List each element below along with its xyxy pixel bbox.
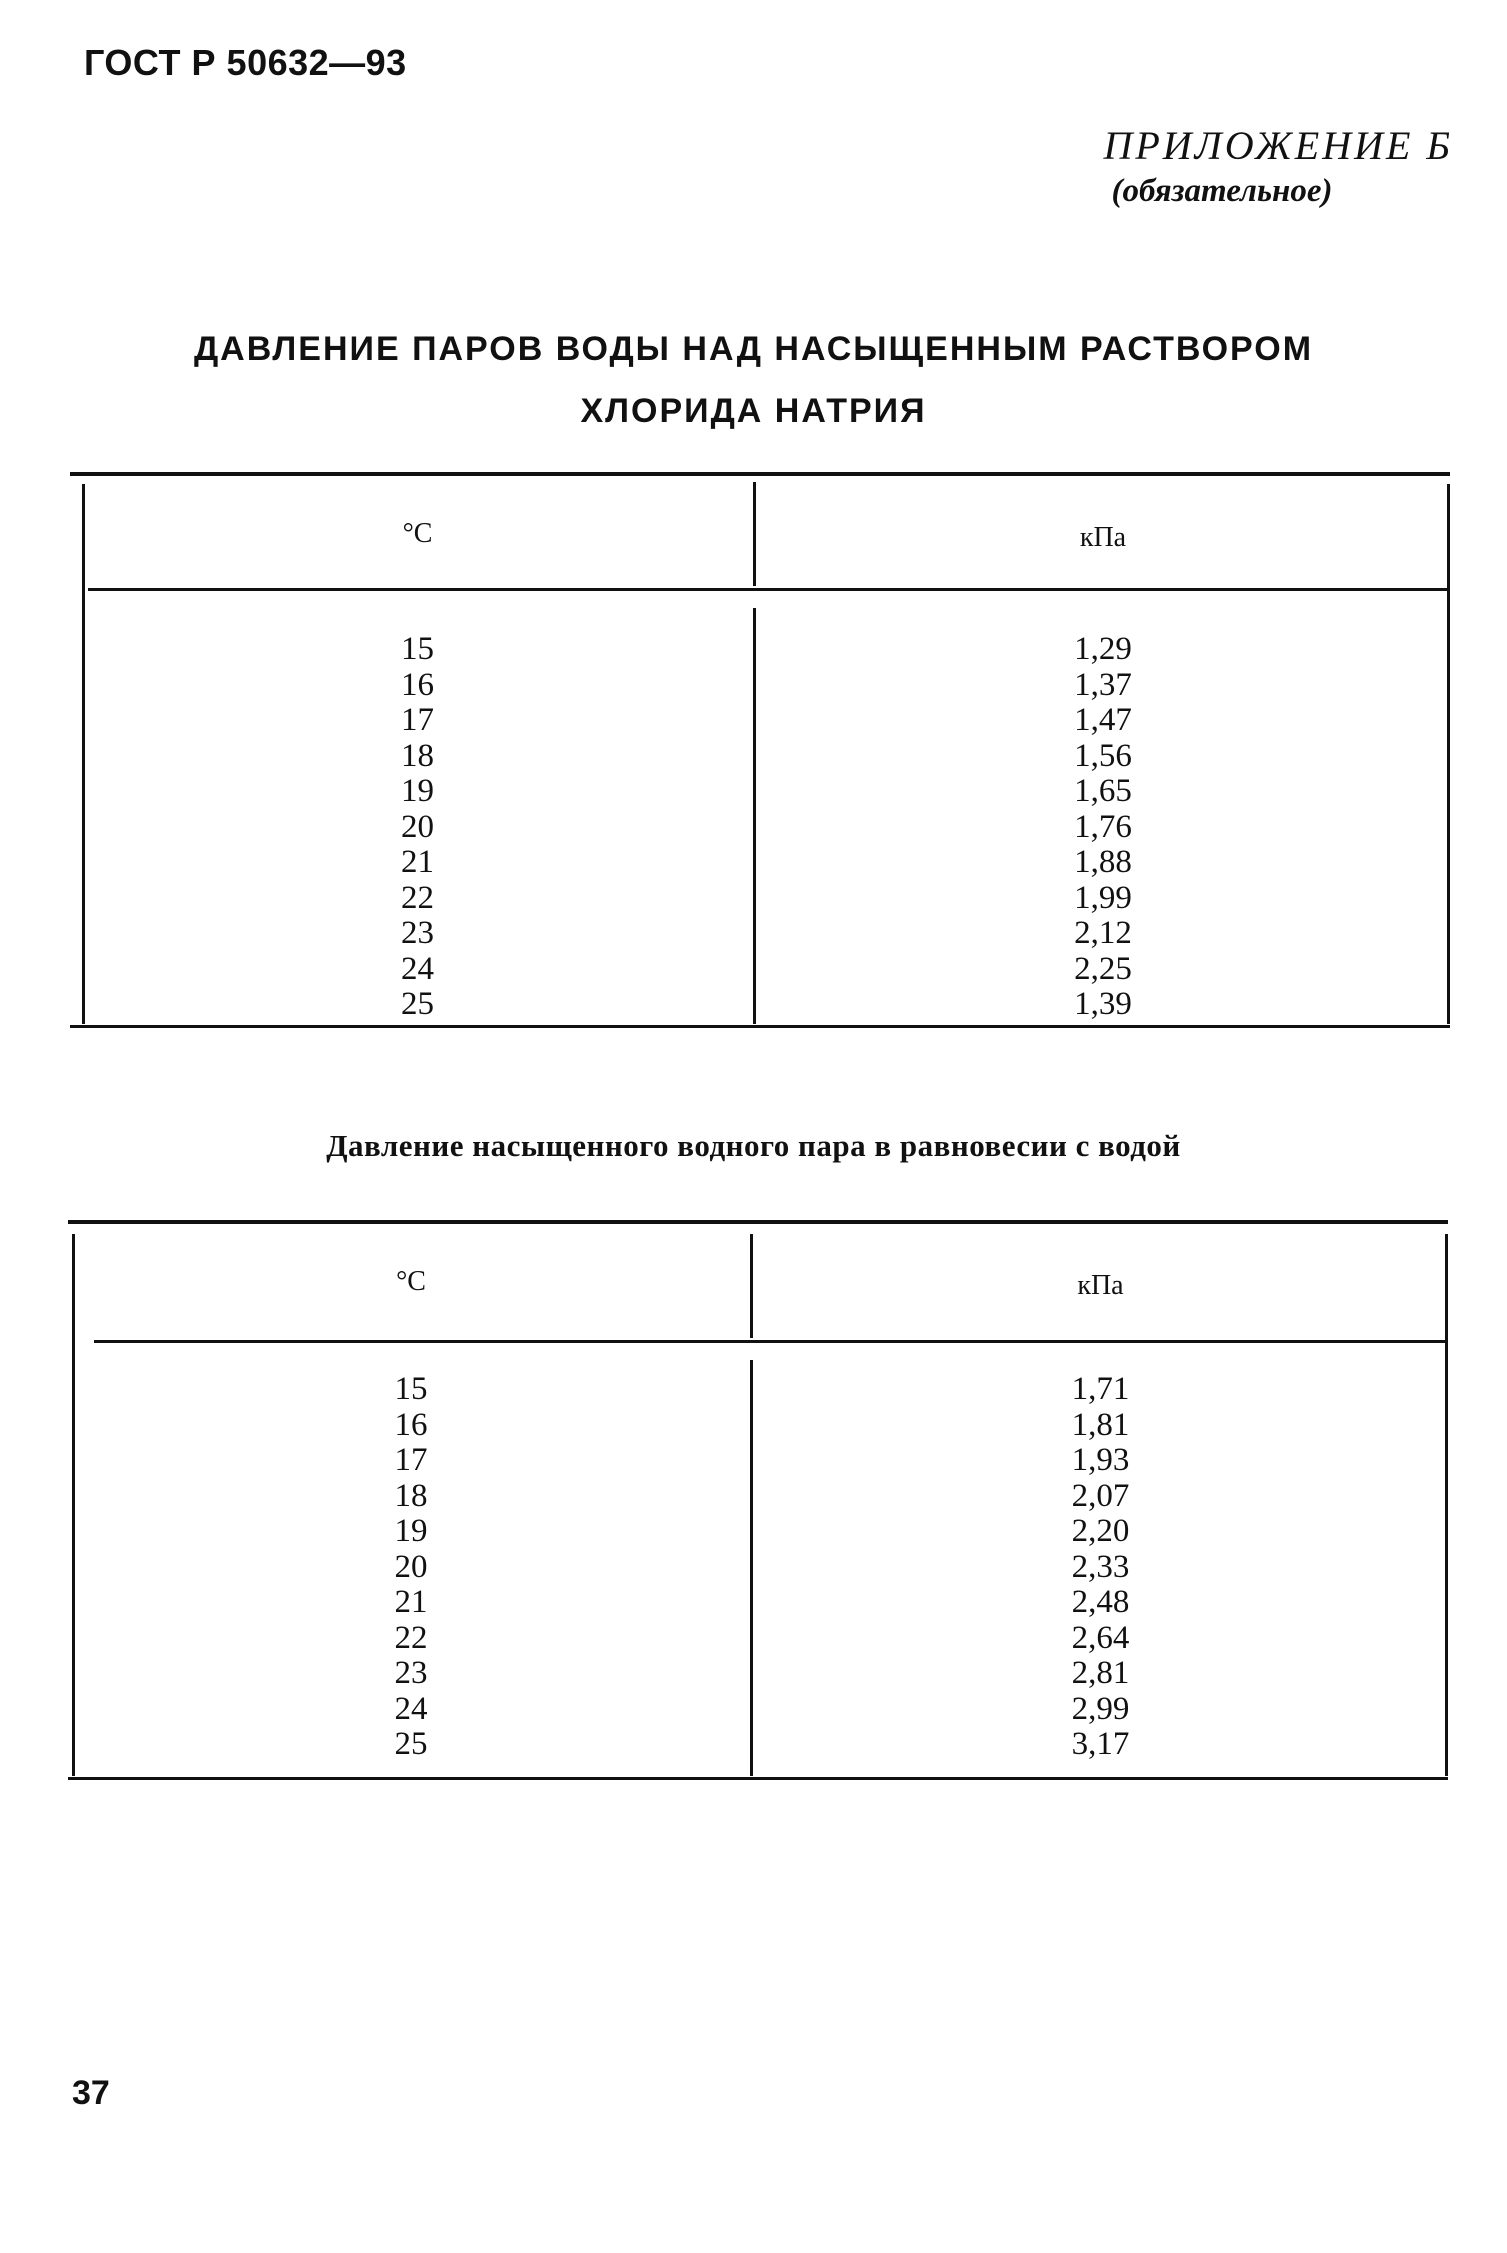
temperature-cell: 19 xyxy=(401,773,434,809)
temperature-cell: 22 xyxy=(394,1619,428,1656)
pressure-cell: 1,88 xyxy=(1074,844,1132,880)
temperature-cell: 15 xyxy=(394,1371,428,1407)
appendix-note: (обязательное) xyxy=(1111,173,1333,209)
temperature-cell: 18 xyxy=(401,737,434,774)
pressure-cell: 3,17 xyxy=(1071,1726,1130,1762)
pressure-cell: 1,99 xyxy=(1074,879,1132,916)
table-top-rule xyxy=(68,1220,1448,1224)
temperature-cell: 22 xyxy=(401,879,434,916)
temperature-cell: 21 xyxy=(401,844,434,880)
pressure-cell: 1,56 xyxy=(1074,737,1132,774)
column-header-pressure: кПа xyxy=(1077,1270,1124,1301)
temperature-cell: 17 xyxy=(394,1442,428,1478)
temperature-cell: 16 xyxy=(394,1406,428,1443)
pressure-column xyxy=(756,632,1450,1023)
pressure-cell: 1,76 xyxy=(1074,808,1132,845)
table-header-rule xyxy=(94,1340,1448,1343)
temperature-cell: 21 xyxy=(394,1584,428,1620)
page-number: 37 xyxy=(72,2074,110,2112)
temperature-cell: 25 xyxy=(401,986,434,1022)
column-header-pressure: кПа xyxy=(1079,522,1127,553)
pressure-cell: 2,12 xyxy=(1074,915,1132,951)
table-top-rule xyxy=(70,472,1450,476)
table-header-rule xyxy=(88,588,1450,591)
pressure-cell: 2,64 xyxy=(1071,1619,1130,1656)
water-vapor-pressure-table xyxy=(68,1220,1448,1780)
temperature-cell: 15 xyxy=(401,631,434,667)
column-header-temperature: °C xyxy=(396,1266,426,1297)
document-code: ГОСТ Р 50632—93 xyxy=(84,42,407,83)
section1-title-line1: ДАВЛЕНИЕ ПАРОВ ВОДЫ НАД НАСЫЩЕННЫМ РАСТВОРОМ xyxy=(193,330,1314,368)
pressure-cell: 2,07 xyxy=(1071,1477,1130,1514)
pressure-cell: 1,65 xyxy=(1074,773,1132,809)
section1-title-line2: ХЛОРИДА НАТРИЯ xyxy=(580,392,927,430)
temperature-cell: 16 xyxy=(401,666,434,703)
temperature-cell: 23 xyxy=(401,915,434,951)
pressure-cell: 2,25 xyxy=(1074,950,1132,987)
temperature-cell: 18 xyxy=(394,1477,428,1514)
table-bottom-rule xyxy=(68,1777,1448,1780)
section1-title xyxy=(0,318,1507,442)
temperature-cell: 17 xyxy=(401,702,434,738)
temperature-cell: 20 xyxy=(401,808,434,845)
temperature-cell: 25 xyxy=(394,1726,428,1762)
temperature-cell: 19 xyxy=(394,1513,428,1549)
temperature-column xyxy=(82,632,753,1023)
temperature-cell: 23 xyxy=(394,1655,428,1691)
appendix-label xyxy=(1103,122,1453,210)
temperature-column xyxy=(72,1372,750,1763)
table-bottom-rule xyxy=(70,1025,1450,1028)
column-header-temperature: °C xyxy=(402,518,433,549)
temperature-cell: 24 xyxy=(401,950,434,987)
pressure-cell: 2,48 xyxy=(1071,1584,1130,1620)
section2-title: Давление насыщенного водного пара в равновесии с водой xyxy=(326,1128,1181,1163)
pressure-cell: 1,47 xyxy=(1074,702,1132,738)
pressure-cell: 1,71 xyxy=(1071,1371,1130,1407)
nacl-vapor-pressure-table xyxy=(70,472,1450,1028)
appendix-title: ПРИЛОЖЕНИЕ Б xyxy=(1103,123,1453,168)
pressure-cell: 1,39 xyxy=(1074,986,1132,1022)
pressure-cell: 1,29 xyxy=(1074,631,1132,667)
pressure-cell: 2,99 xyxy=(1071,1690,1130,1727)
pressure-cell: 2,81 xyxy=(1071,1655,1130,1691)
pressure-cell: 1,93 xyxy=(1071,1442,1130,1478)
temperature-cell: 20 xyxy=(394,1548,428,1585)
pressure-cell: 2,33 xyxy=(1071,1548,1130,1585)
pressure-cell: 2,20 xyxy=(1071,1513,1130,1549)
pressure-cell: 1,81 xyxy=(1071,1406,1130,1443)
pressure-column xyxy=(753,1372,1448,1763)
pressure-cell: 1,37 xyxy=(1074,666,1132,703)
temperature-cell: 24 xyxy=(394,1690,428,1727)
